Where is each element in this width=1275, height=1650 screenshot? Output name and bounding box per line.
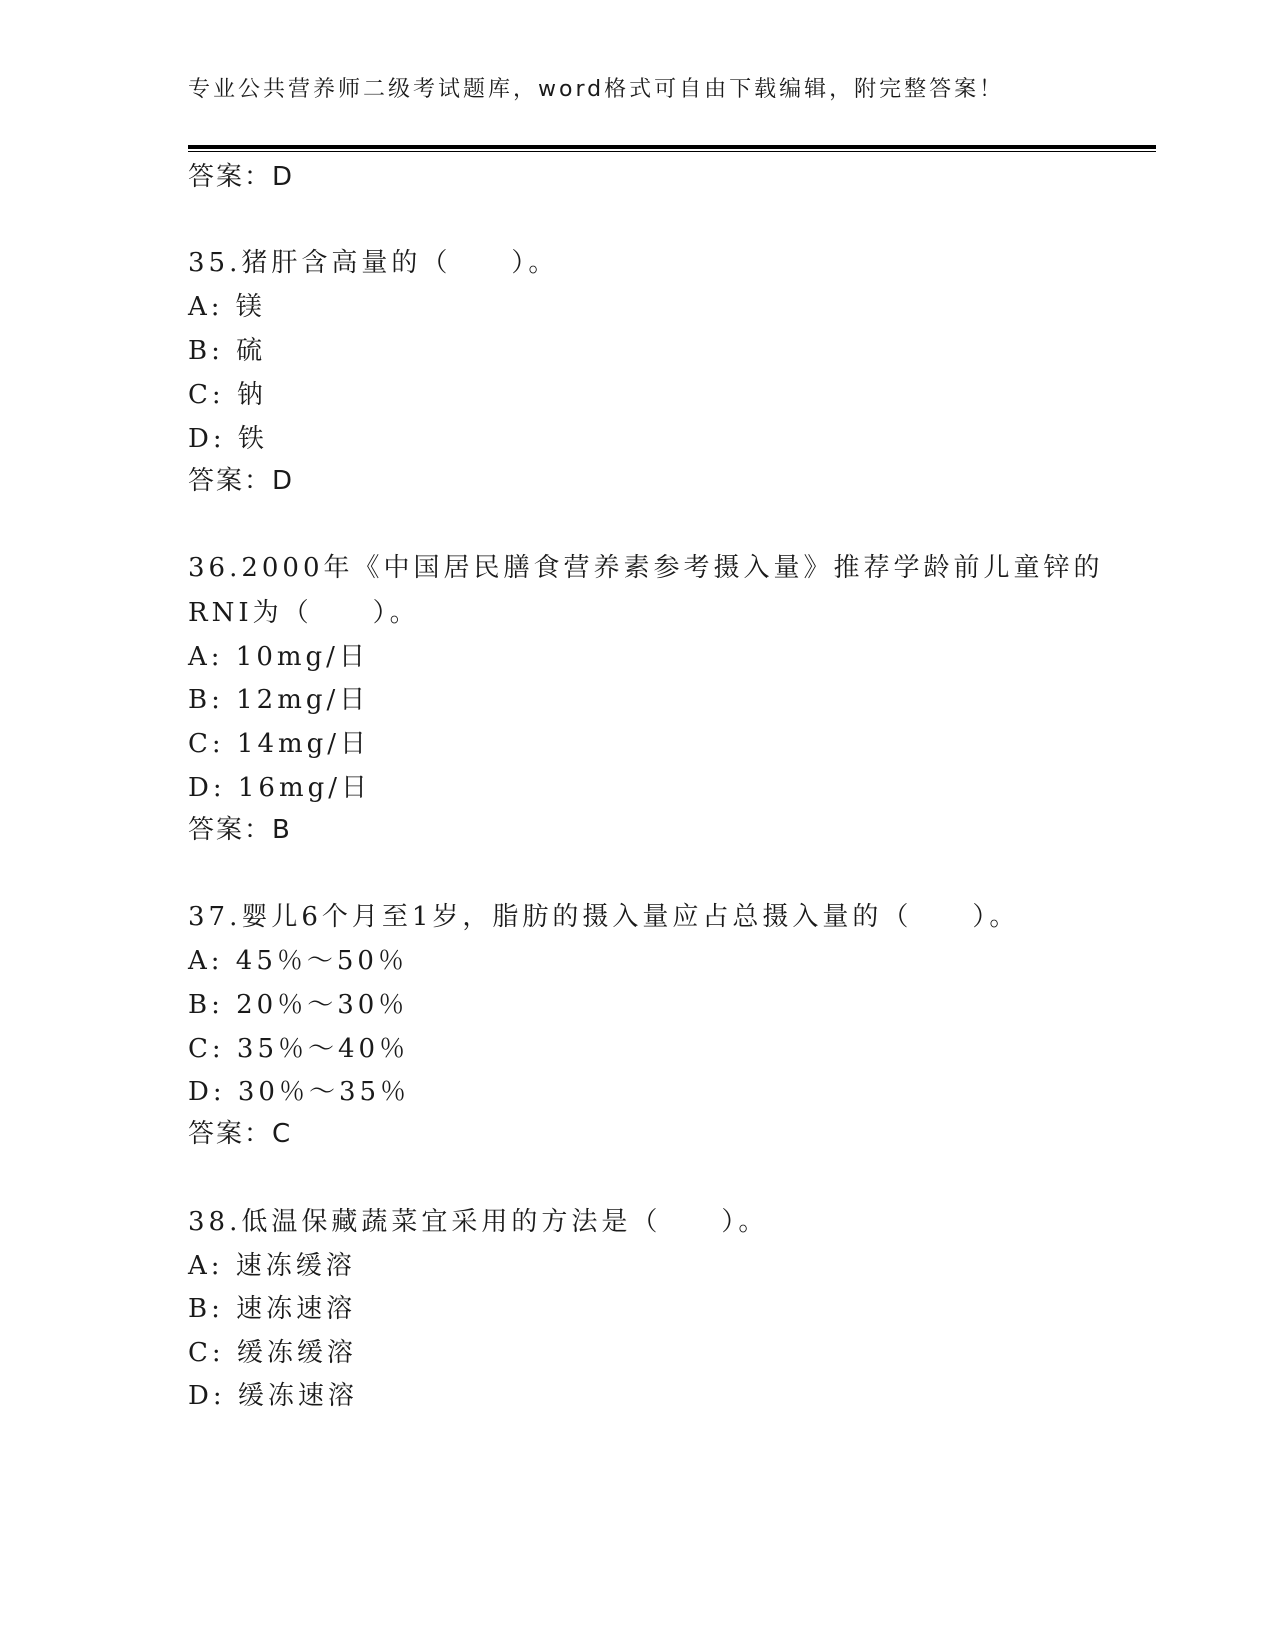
page-header: 专业公共营养师二级考试题库，word格式可自由下载编辑，附完整答案！ bbox=[188, 77, 1005, 102]
question-37-option-c: C: 35％～40％ bbox=[188, 1034, 410, 1064]
question-35-stem: 35.猪肝含高量的（ ）。 bbox=[188, 248, 559, 278]
question-35-option-d: D: 铁 bbox=[188, 424, 268, 454]
question-36-answer: 答案：B bbox=[188, 815, 292, 845]
question-35-answer: 答案：D bbox=[188, 466, 295, 496]
question-38-option-b: B: 速冻速溶 bbox=[188, 1294, 357, 1324]
question-37-stem: 37.婴儿6个月至1岁，脂肪的摄入量应占总摄入量的（ ）。 bbox=[188, 902, 1020, 932]
question-37-option-a: A: 45％～50％ bbox=[188, 946, 408, 976]
question-38-option-c: C: 缓冻缓溶 bbox=[188, 1338, 357, 1368]
header-rule-thin bbox=[188, 151, 1156, 152]
question-35-option-b: B: 硫 bbox=[188, 336, 267, 366]
question-38-option-a: A: 速冻缓溶 bbox=[188, 1251, 356, 1281]
question-38-option-d: D: 缓冻速溶 bbox=[188, 1381, 358, 1411]
question-38-stem: 38.低温保藏蔬菜宜采用的方法是（ ）。 bbox=[188, 1207, 769, 1237]
question-36-option-d: D: 16mg/日 bbox=[188, 773, 372, 803]
question-36-option-b: B: 12mg/日 bbox=[188, 685, 370, 715]
question-36-option-c: C: 14mg/日 bbox=[188, 729, 371, 759]
question-37-option-b: B: 20％～30％ bbox=[188, 990, 409, 1020]
question-37-option-d: D: 30％～35％ bbox=[188, 1077, 411, 1107]
question-35-option-c: C: 钠 bbox=[188, 380, 267, 410]
question-37-answer: 答案：C bbox=[188, 1119, 293, 1149]
question-36-option-a: A: 10mg/日 bbox=[188, 642, 369, 672]
question-35-option-a: A: 镁 bbox=[188, 292, 266, 322]
previous-answer: 答案：D bbox=[188, 162, 295, 192]
question-36-stem-line-1: 36.2000年《中国居民膳食营养素参考摄入量》推荐学龄前儿童锌的 bbox=[188, 553, 1104, 583]
question-36-stem-line-2: RNI为（ ）。 bbox=[188, 598, 420, 628]
header-rule-thick bbox=[188, 145, 1156, 149]
